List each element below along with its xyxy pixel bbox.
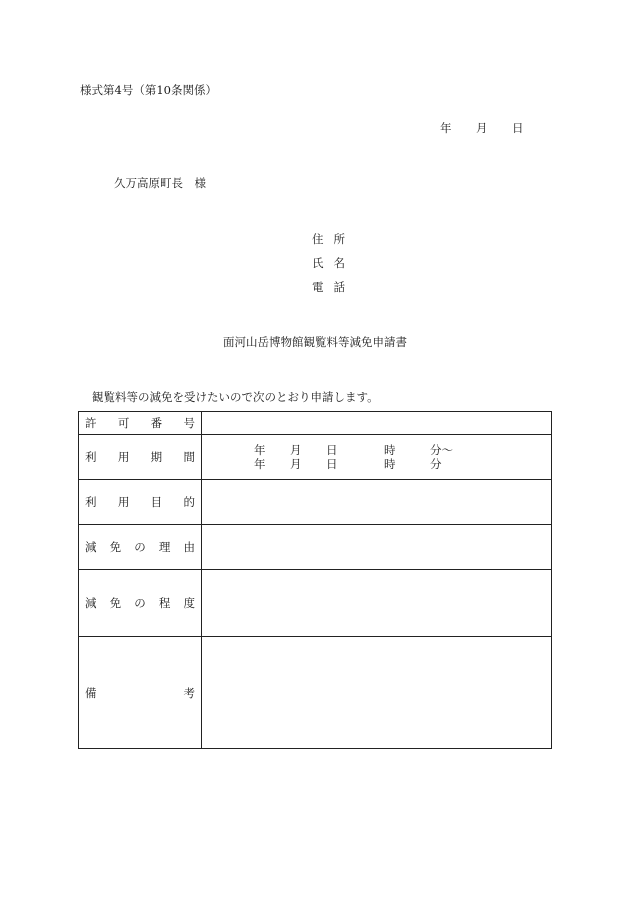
- label-char: 利: [85, 450, 97, 464]
- remarks-field[interactable]: [202, 637, 552, 749]
- table-row-usage-period: [79, 435, 552, 480]
- purpose-field[interactable]: [202, 480, 552, 525]
- table-row-purpose: [79, 480, 552, 525]
- label-char: 程: [158, 596, 171, 610]
- usage-period-start: [254, 443, 551, 457]
- applicant-address-label: 住所: [312, 232, 355, 246]
- table-row-extent: [79, 570, 552, 637]
- purpose-label-text: [85, 494, 195, 510]
- table-row-reason: [79, 525, 552, 570]
- reason-label: [79, 525, 202, 570]
- permit-number-field[interactable]: [202, 412, 552, 435]
- label-char: 減: [85, 540, 97, 554]
- start-day-label: 日: [326, 443, 338, 457]
- applicant-name-label: 氏名: [312, 256, 355, 270]
- reason-field[interactable]: [202, 525, 552, 570]
- date-line: [440, 120, 524, 136]
- usage-period-end: [254, 457, 551, 471]
- label-char: 利: [85, 495, 97, 509]
- label-char: 減: [85, 596, 97, 610]
- permit-number-label-text: [85, 415, 195, 431]
- remarks-label-right: 考: [183, 685, 195, 700]
- form-number: 様式第4号（第10条関係）: [80, 83, 217, 97]
- label-char: 間: [183, 450, 195, 464]
- extent-label: [79, 570, 202, 637]
- application-table: [78, 411, 552, 749]
- reason-label-text: [85, 539, 195, 555]
- label-char: 許: [85, 416, 97, 430]
- label-char: 番: [150, 416, 163, 430]
- applicant-phone-label: 電話: [312, 280, 355, 294]
- label-char: 免: [109, 596, 122, 610]
- permit-number-label: [79, 412, 202, 435]
- end-year-label: 年: [254, 457, 266, 471]
- label-char: 用: [117, 450, 130, 464]
- start-hour-label: 時: [384, 443, 396, 457]
- start-month-label: 月: [290, 443, 302, 457]
- table-row-permit-number: [79, 412, 552, 435]
- end-hour-label: 時: [384, 457, 396, 471]
- label-char: 目: [150, 495, 163, 509]
- end-minute-label: 分: [430, 457, 442, 471]
- label-char: の: [134, 596, 146, 610]
- label-char: 由: [183, 540, 195, 554]
- end-day-label: 日: [326, 457, 338, 471]
- addressee: 久万高原町長 様: [114, 176, 206, 190]
- label-char: 可: [117, 416, 130, 430]
- usage-period-label-text: [85, 449, 195, 465]
- start-year-label: 年: [254, 443, 266, 457]
- date-month: 月: [476, 121, 488, 135]
- document-title: 面河山岳博物館観覧料等減免申請書: [223, 335, 407, 349]
- usage-period-field[interactable]: [202, 435, 552, 480]
- start-minute-label: 分〜: [430, 443, 453, 457]
- date-year: 年: [440, 121, 452, 135]
- label-char: 免: [109, 540, 122, 554]
- date-day: 日: [512, 121, 524, 135]
- remarks-label-left: 備: [85, 685, 97, 700]
- table-row-remarks: [79, 637, 552, 749]
- label-char: 理: [158, 540, 171, 554]
- intro-text: 観覧料等の減免を受けたいので次のとおり申請します。: [92, 390, 379, 404]
- remarks-label-text: [85, 685, 195, 701]
- label-char: 用: [117, 495, 130, 509]
- label-char: の: [134, 540, 146, 554]
- label-char: 号: [183, 416, 195, 430]
- label-char: 期: [150, 450, 163, 464]
- extent-field[interactable]: [202, 570, 552, 637]
- extent-label-text: [85, 595, 195, 611]
- end-month-label: 月: [290, 457, 302, 471]
- label-char: 的: [183, 495, 195, 509]
- purpose-label: [79, 480, 202, 525]
- remarks-label: [79, 637, 202, 749]
- usage-period-label: [79, 435, 202, 480]
- label-char: 度: [183, 596, 195, 610]
